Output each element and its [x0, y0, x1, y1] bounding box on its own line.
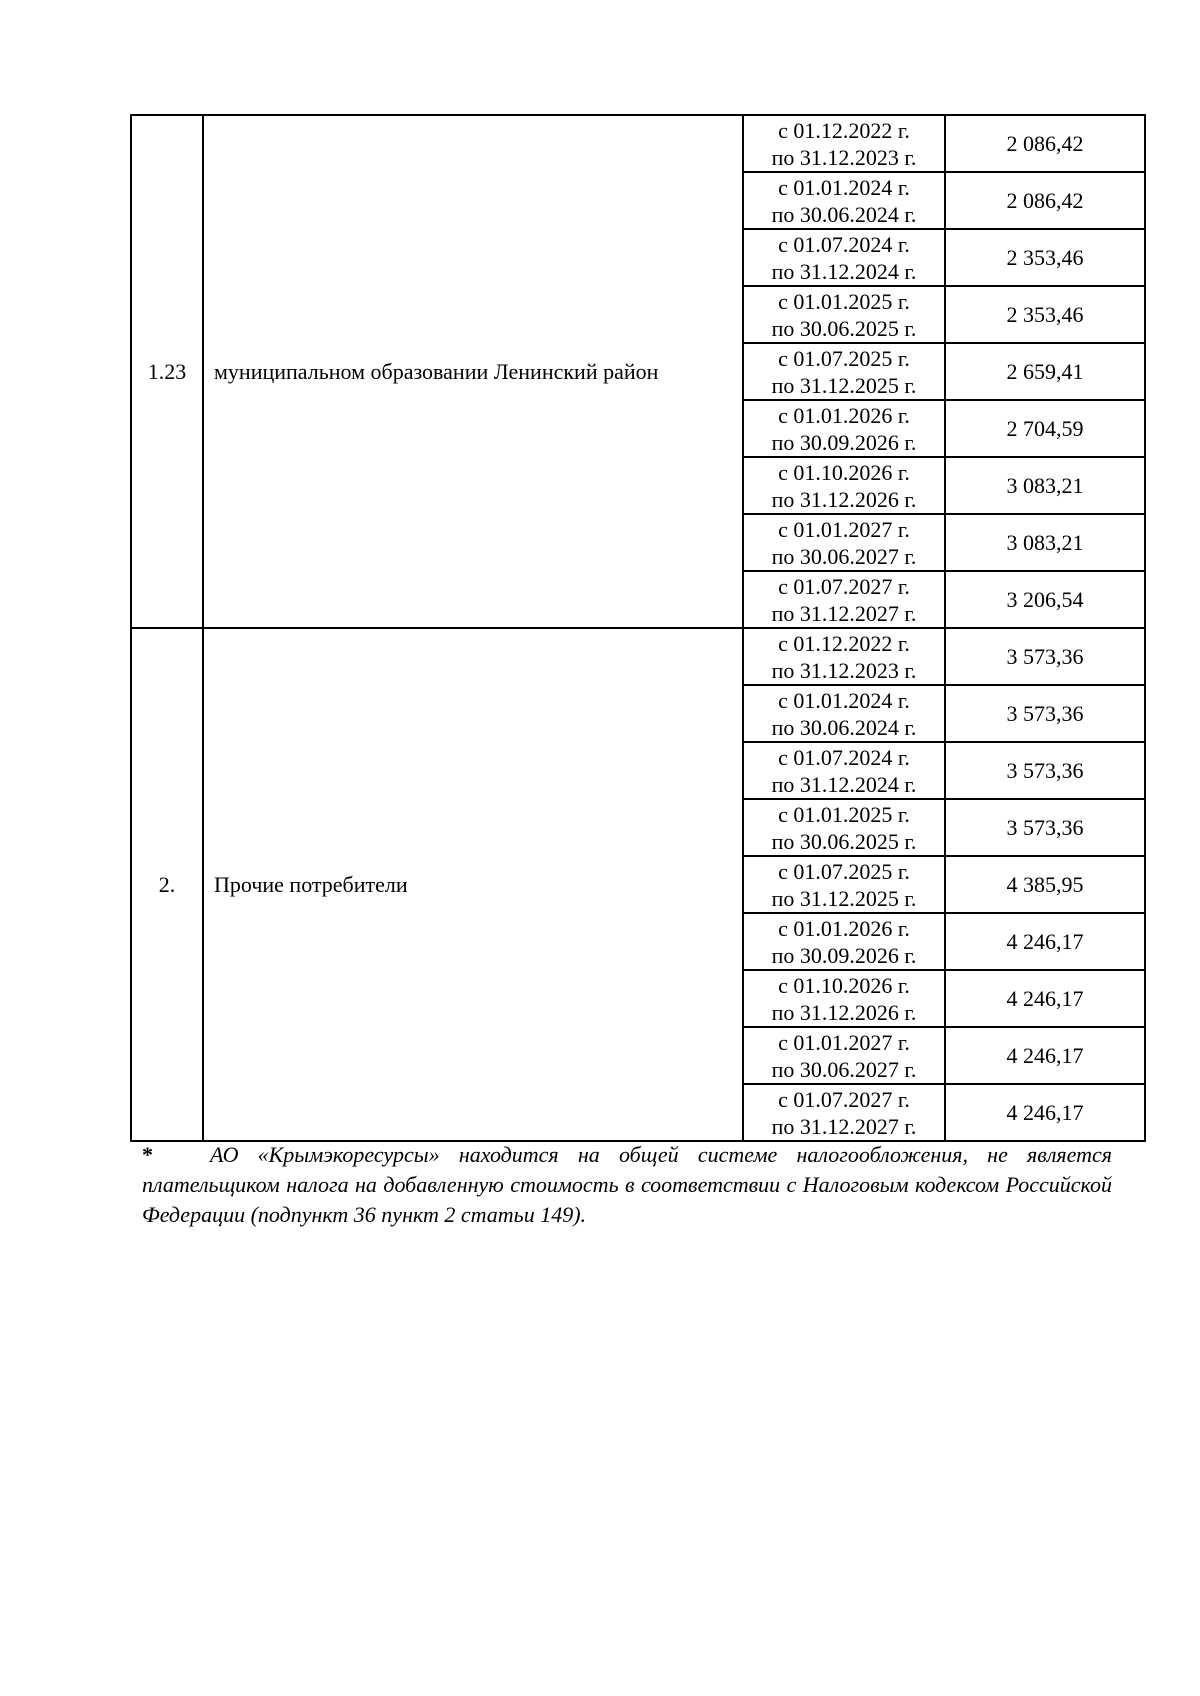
consumer-category: муниципальном образовании Ленинский район [203, 115, 743, 628]
period-cell [743, 400, 945, 457]
period-cell [743, 571, 945, 628]
period-cell [743, 856, 945, 913]
consumer-category: Прочие потребители [203, 628, 743, 1141]
period-to: по 30.06.2024 г. [771, 714, 917, 740]
tariff-value: 4 385,95 [945, 856, 1145, 913]
period-cell [743, 685, 945, 742]
period-cell [743, 172, 945, 229]
tariff-value: 2 704,59 [945, 400, 1145, 457]
tariff-table [130, 114, 1146, 1142]
tariff-value: 2 086,42 [945, 115, 1145, 172]
period-to: по 31.12.2027 г. [771, 600, 917, 626]
period-cell [743, 229, 945, 286]
period-to: по 31.12.2023 г. [771, 657, 917, 683]
tariff-value: 3 083,21 [945, 457, 1145, 514]
tariff-value: 2 086,42 [945, 172, 1145, 229]
tariff-value: 3 573,36 [945, 685, 1145, 742]
tariff-value: 4 246,17 [945, 970, 1145, 1027]
tariff-value: 2 353,46 [945, 286, 1145, 343]
period-cell [743, 343, 945, 400]
period-cell [743, 913, 945, 970]
tariff-value: 3 573,36 [945, 628, 1145, 685]
period-to: по 31.12.2026 г. [771, 486, 917, 512]
tariff-value: 2 659,41 [945, 343, 1145, 400]
period-cell [743, 457, 945, 514]
period-to: по 30.06.2025 г. [771, 828, 917, 854]
period-to: по 30.06.2027 г. [771, 543, 917, 569]
period-from: с 01.12.2022 г. [778, 117, 910, 143]
period-to: по 31.12.2024 г. [771, 258, 917, 284]
period-from: с 01.01.2026 г. [778, 402, 910, 428]
period-from: с 01.07.2024 г. [778, 744, 910, 770]
period-to: по 30.06.2025 г. [771, 315, 917, 341]
period-from: с 01.01.2026 г. [778, 915, 910, 941]
period-cell [743, 742, 945, 799]
period-from: с 01.01.2025 г. [778, 801, 910, 827]
tariff-value: 3 573,36 [945, 799, 1145, 856]
period-from: с 01.01.2025 г. [778, 288, 910, 314]
tariff-value: 3 573,36 [945, 742, 1145, 799]
period-to: по 30.09.2026 г. [771, 429, 917, 455]
period-from: с 01.01.2027 г. [778, 516, 910, 542]
period-from: с 01.01.2024 г. [778, 687, 910, 713]
period-to: по 31.12.2025 г. [771, 372, 917, 398]
tariff-value: 4 246,17 [945, 913, 1145, 970]
period-from: с 01.07.2025 г. [778, 858, 910, 884]
period-cell [743, 286, 945, 343]
footnote-mark: * [142, 1142, 153, 1167]
tariff-value: 2 353,46 [945, 229, 1145, 286]
period-to: по 30.06.2027 г. [771, 1056, 917, 1082]
period-cell [743, 628, 945, 685]
period-from: с 01.01.2024 г. [778, 174, 910, 200]
period-from: с 01.07.2027 г. [778, 573, 910, 599]
period-cell [743, 1084, 945, 1141]
period-cell [743, 970, 945, 1027]
period-to: по 31.12.2023 г. [771, 144, 917, 170]
period-cell [743, 514, 945, 571]
period-to: по 31.12.2024 г. [771, 771, 917, 797]
period-from: с 01.07.2025 г. [778, 345, 910, 371]
period-cell [743, 1027, 945, 1084]
period-to: по 31.12.2027 г. [771, 1113, 917, 1139]
tariff-value: 3 206,54 [945, 571, 1145, 628]
period-to: по 30.09.2026 г. [771, 942, 917, 968]
tariff-value: 4 246,17 [945, 1084, 1145, 1141]
footnote [142, 1140, 1112, 1230]
period-from: с 01.07.2027 г. [778, 1086, 910, 1112]
period-from: с 01.01.2027 г. [778, 1029, 910, 1055]
period-from: с 01.10.2026 г. [778, 972, 910, 998]
period-from: с 01.07.2024 г. [778, 231, 910, 257]
tariff-value: 3 083,21 [945, 514, 1145, 571]
table-row [131, 115, 1145, 172]
footnote-text: АО «Крымэкоресурсы» находится на общей системе налогообложения, не является плательщиком налога на добавленную стоимость в соответствии с Налоговым кодексом Российской Федерации (подпункт 36 пункт 2 статьи 149). [142, 1142, 1112, 1227]
tariff-table-body [131, 115, 1145, 1141]
period-cell [743, 799, 945, 856]
period-to: по 31.12.2026 г. [771, 999, 917, 1025]
tariff-value: 4 246,17 [945, 1027, 1145, 1084]
table-row [131, 628, 1145, 685]
period-to: по 31.12.2025 г. [771, 885, 917, 911]
item-number: 2. [131, 628, 203, 1141]
period-to: по 30.06.2024 г. [771, 201, 917, 227]
period-from: с 01.12.2022 г. [778, 630, 910, 656]
period-cell [743, 115, 945, 172]
item-number: 1.23 [131, 115, 203, 628]
period-from: с 01.10.2026 г. [778, 459, 910, 485]
